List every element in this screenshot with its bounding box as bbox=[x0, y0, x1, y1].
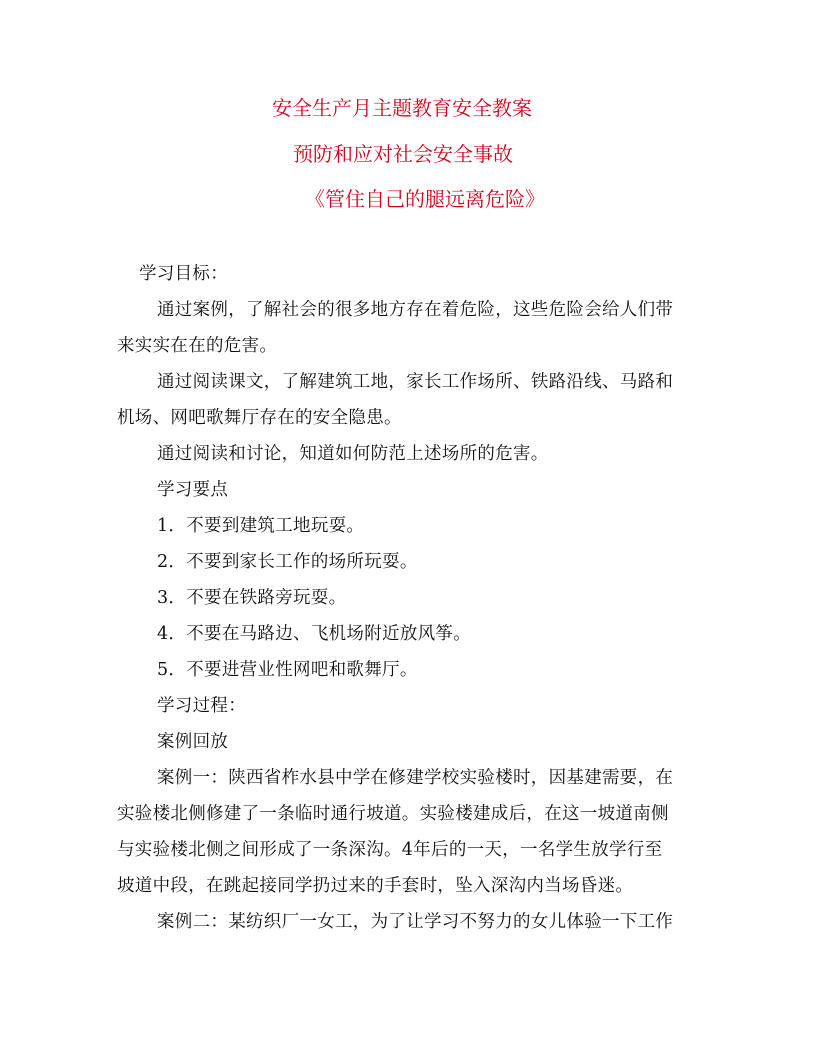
case-2-line-1: 案例二：某纺织厂一女工，为了让学习不努力的女儿体验一下工作 bbox=[157, 912, 674, 932]
process-heading: 学习过程： bbox=[157, 696, 246, 716]
document-subtitle: 预防和应对社会安全事故 bbox=[293, 142, 513, 166]
document-body bbox=[117, 262, 701, 934]
case-1-line-1: 案例一：陕西省柞水县中学在修建学校实验楼时，因基建需要，在 bbox=[157, 768, 674, 788]
goal-2-line-2: 机场、网吧歌舞厅存在的安全隐患。 bbox=[117, 408, 402, 428]
case-review-heading: 案例回放 bbox=[157, 732, 229, 752]
lesson-title: 《管住自己的腿远离危险》 bbox=[305, 187, 545, 211]
goal-2-line-1: 通过阅读课文，了解建筑工地，家长工作场所、铁路沿线、马路和 bbox=[157, 372, 674, 392]
document-title: 安全生产月主题教育安全教案 bbox=[272, 96, 532, 120]
goals-heading: 学习目标： bbox=[139, 264, 228, 284]
point-item: 4．不要在马路边、飞机场附近放风筝。 bbox=[157, 624, 472, 644]
goal-3: 通过阅读和讨论，知道如何防范上述场所的危害。 bbox=[157, 444, 549, 464]
point-item: 5．不要进营业性网吧和歌舞厅。 bbox=[157, 660, 418, 680]
goal-1-line-1: 通过案例，了解社会的很多地方存在着危险，这些危险会给人们带 bbox=[157, 300, 674, 320]
point-item: 3．不要在铁路旁玩耍。 bbox=[157, 588, 347, 608]
point-item: 2．不要到家长工作的场所玩耍。 bbox=[157, 552, 418, 572]
case-1-line-4: 坡道中段，在跳起接同学扔过来的手套时，坠入深沟内当场昏迷。 bbox=[117, 876, 634, 896]
points-heading: 学习要点 bbox=[157, 480, 229, 500]
case-1-line-3: 与实验楼北侧之间形成了一条深沟。4年后的一天，一名学生放学行至 bbox=[117, 840, 663, 860]
goal-1-line-2: 来实实在在的危害。 bbox=[117, 336, 278, 356]
case-1-line-2: 实验楼北侧修建了一条临时通行坡道。实验楼建成后，在这一坡道南侧 bbox=[117, 804, 669, 824]
point-item: 1．不要到建筑工地玩耍。 bbox=[157, 516, 365, 536]
